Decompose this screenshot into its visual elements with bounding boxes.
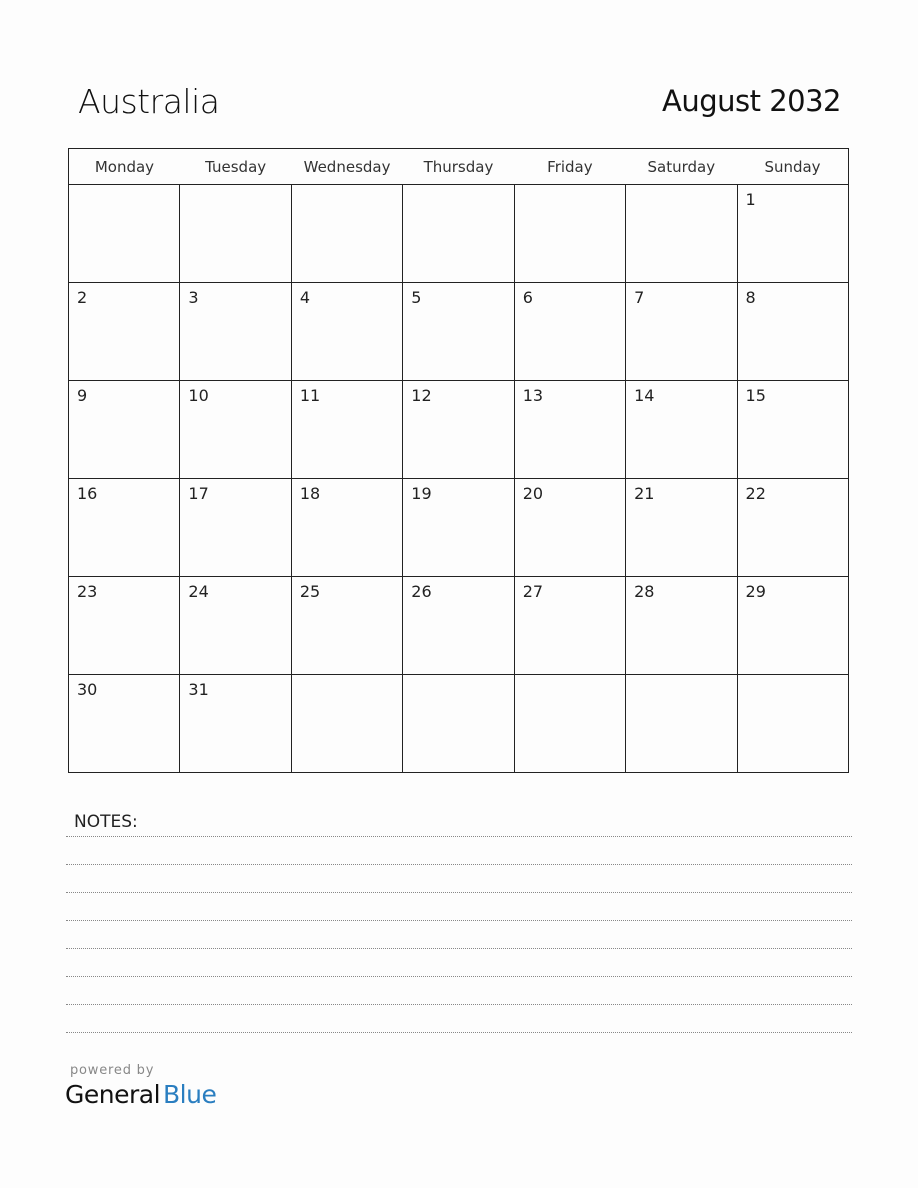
notes-line[interactable]	[66, 836, 852, 837]
day-cell[interactable]	[291, 577, 402, 675]
day-number	[69, 185, 179, 190]
day-cell[interactable]	[737, 381, 848, 479]
week-row	[69, 479, 849, 577]
day-number	[515, 185, 625, 190]
day-cell[interactable]	[69, 577, 180, 675]
notes-line[interactable]	[66, 1004, 852, 1005]
day-cell[interactable]	[180, 283, 291, 381]
day-number: 28	[634, 582, 655, 601]
day-cell[interactable]	[514, 283, 625, 381]
notes-line[interactable]	[66, 976, 852, 977]
day-number: 25	[299, 582, 321, 601]
day-cell[interactable]	[69, 381, 180, 479]
day-number: 16	[77, 484, 98, 503]
weekday-friday: Friday	[514, 149, 625, 185]
notes-line[interactable]	[66, 1032, 852, 1033]
weekday-sunday: Sunday	[737, 149, 848, 185]
country-title: Australia	[78, 82, 220, 121]
month-year-title: August 2032	[661, 84, 841, 118]
day-number: 18	[299, 484, 321, 503]
day-cell[interactable]	[737, 185, 848, 283]
day-cell[interactable]	[291, 675, 402, 773]
day-number	[180, 185, 290, 190]
day-number	[626, 185, 736, 190]
day-number: 22	[745, 484, 766, 503]
day-number: 7	[634, 288, 645, 307]
day-number: 20	[522, 484, 544, 503]
day-cell[interactable]	[514, 675, 625, 773]
notes-line[interactable]	[66, 948, 852, 949]
day-cell[interactable]	[180, 185, 291, 283]
day-number: 10	[188, 386, 209, 405]
generalblue-logo	[65, 1080, 216, 1109]
day-cell[interactable]	[737, 577, 848, 675]
notes-line[interactable]	[66, 864, 852, 865]
day-cell[interactable]	[403, 283, 514, 381]
day-number: 27	[522, 582, 544, 601]
weekday-header-row	[69, 149, 849, 185]
weekday-tuesday: Tuesday	[180, 149, 291, 185]
notes-line[interactable]	[66, 892, 852, 893]
day-number: 2	[77, 288, 88, 307]
day-number: 13	[522, 386, 544, 405]
brand-blue: Blue	[163, 1080, 217, 1109]
week-row	[69, 283, 849, 381]
day-cell[interactable]	[291, 283, 402, 381]
day-cell[interactable]	[180, 479, 291, 577]
day-number	[626, 675, 736, 680]
week-row	[69, 577, 849, 675]
day-number: 21	[634, 484, 655, 503]
day-cell[interactable]	[69, 185, 180, 283]
day-number: 8	[745, 288, 756, 307]
weekday-monday: Monday	[69, 149, 180, 185]
day-cell[interactable]	[69, 675, 180, 773]
day-cell[interactable]	[291, 185, 402, 283]
day-cell[interactable]	[403, 381, 514, 479]
weekday-wednesday: Wednesday	[291, 149, 402, 185]
day-cell[interactable]	[403, 675, 514, 773]
day-cell[interactable]	[626, 283, 737, 381]
day-cell[interactable]	[291, 381, 402, 479]
day-number: 3	[188, 288, 199, 307]
notes-label: NOTES:	[74, 812, 138, 832]
week-row	[69, 381, 849, 479]
day-number	[292, 185, 402, 190]
day-number: 19	[411, 484, 432, 503]
day-number: 15	[745, 386, 766, 405]
day-number: 17	[188, 484, 209, 503]
powered-by-label: powered by	[70, 1063, 155, 1078]
day-cell[interactable]	[514, 381, 625, 479]
weekday-thursday: Thursday	[403, 149, 514, 185]
day-number: 23	[77, 582, 98, 601]
day-cell[interactable]	[626, 479, 737, 577]
day-cell[interactable]	[737, 675, 848, 773]
day-number: 14	[634, 386, 655, 405]
day-number: 31	[188, 680, 209, 699]
day-number: 4	[299, 288, 311, 307]
day-cell[interactable]	[626, 381, 737, 479]
day-cell[interactable]	[69, 283, 180, 381]
day-number: 1	[745, 190, 756, 209]
calendar-grid	[68, 148, 849, 773]
day-cell[interactable]	[626, 577, 737, 675]
day-number: 11	[299, 386, 321, 405]
brand-general: General	[65, 1080, 161, 1109]
day-number	[403, 675, 513, 680]
weekday-saturday: Saturday	[626, 149, 737, 185]
day-cell[interactable]	[737, 283, 848, 381]
day-number: 12	[411, 386, 432, 405]
day-cell[interactable]	[403, 577, 514, 675]
day-number: 29	[745, 582, 766, 601]
day-number	[515, 675, 625, 680]
day-number: 30	[77, 680, 98, 699]
day-cell[interactable]	[737, 479, 848, 577]
day-cell[interactable]	[69, 479, 180, 577]
day-cell[interactable]	[514, 185, 625, 283]
day-number: 9	[77, 386, 88, 405]
notes-line[interactable]	[66, 920, 852, 921]
day-number: 6	[522, 288, 533, 307]
day-cell[interactable]	[291, 479, 402, 577]
day-cell[interactable]	[626, 675, 737, 773]
day-cell[interactable]	[403, 185, 514, 283]
day-cell[interactable]	[514, 479, 625, 577]
day-number	[292, 675, 402, 680]
day-cell[interactable]	[180, 381, 291, 479]
week-row	[69, 675, 849, 773]
day-cell[interactable]	[403, 479, 514, 577]
day-number: 24	[188, 582, 209, 601]
day-cell[interactable]	[180, 577, 291, 675]
week-row	[69, 185, 849, 283]
day-cell[interactable]	[180, 675, 291, 773]
day-cell[interactable]	[626, 185, 737, 283]
day-number: 5	[411, 288, 422, 307]
day-cell[interactable]	[514, 577, 625, 675]
day-number	[738, 675, 848, 680]
day-number	[403, 185, 513, 190]
day-number: 26	[411, 582, 432, 601]
